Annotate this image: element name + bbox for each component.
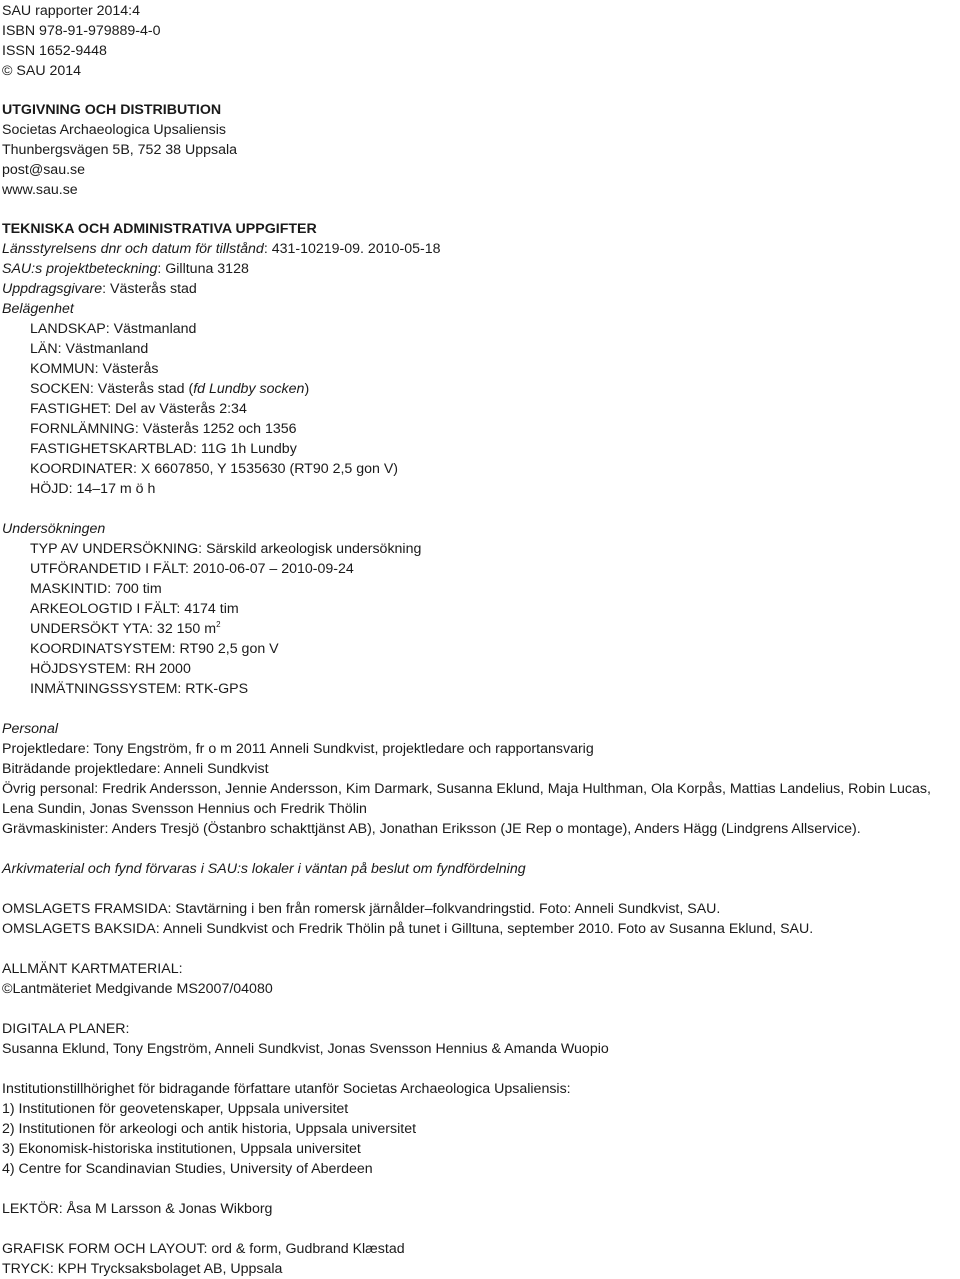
socken-prefix: SOCKEN: Västerås stad ( [30, 381, 194, 397]
project-value: : Gilltuna 3128 [157, 261, 249, 277]
lector: LEKTÖR: Åsa M Larsson & Jonas Wikborg [2, 1201, 273, 1217]
map-material-heading: ALLMÄNT KARTMATERIAL: [2, 961, 183, 977]
website-link[interactable]: www.sau.se [2, 182, 78, 198]
affiliation-item: 4) Centre for Scandinavian Studies, University of Aberdeen [2, 1161, 373, 1177]
location-lan: LÄN: Västmanland [30, 341, 149, 357]
map-material-value: ©Lantmäteriet Medgivande MS2007/04080 [2, 981, 273, 997]
area-superscript: 2 [216, 620, 221, 629]
series-number: SAU rapporter 2014:4 [2, 3, 141, 19]
back-cover-caption: OMSLAGETS BAKSIDA: Anneli Sundkvist och Fredrik Thölin på tunet i Gilltuna, september 2010. Foto av Susanna Eklund, SAU. [2, 921, 814, 937]
socken-suffix: ) [304, 381, 310, 397]
digital-plans-heading: DIGITALA PLANER: [2, 1021, 130, 1037]
print-credit: TRYCK: KPH Trycksaksbolaget AB, Uppsala [2, 1261, 283, 1277]
other-personnel: Övrig personal: Fredrik Andersson, Jennie Andersson, Kim Darmark, Susanna Eklund, Maja Hulthman, Ola Korpås, Mattias Landelius, Robin Lucas, Lena Sundin, Jonas Svensson Hennius och Fredrik Thölin [2, 781, 931, 817]
client-line [2, 279, 952, 299]
socken-italic: fd Lundby socken [193, 381, 305, 397]
personnel-heading: Personal [2, 721, 58, 737]
investigation-archaeologist-time: ARKEOLOGTID I FÄLT: 4174 tim [30, 601, 239, 617]
location-landskap: LANDSKAP: Västmanland [30, 321, 197, 337]
permit-value: : 431-10219-09. 2010-05-18 [263, 241, 441, 257]
front-cover-caption: OMSLAGETS FRAMSIDA: Stavtärning i ben från romersk järnålder–folkvandringstid. Foto: Anneli Sundkvist, SAU. [2, 901, 721, 917]
layout-credit: GRAFISK FORM OCH LAYOUT: ord & form, Gudbrand Klæstad [2, 1241, 405, 1257]
distribution-org: Societas Archaeologica Upsaliensis [2, 122, 226, 138]
investigation-heading: Undersökningen [2, 521, 106, 537]
investigation-height-system: HÖJDSYSTEM: RH 2000 [30, 661, 191, 677]
isbn: ISBN 978-91-979889-4-0 [2, 23, 161, 39]
distribution-address: Thunbergsvägen 5B, 752 38 Uppsala [2, 142, 238, 158]
archive-note: Arkivmaterial och fynd förvaras i SAU:s lokaler i väntan på beslut om fyndfördelning [2, 861, 526, 877]
client-label: Uppdragsgivare [2, 281, 103, 297]
project-leader: Projektledare: Tony Engström, fr o m 2011 Anneli Sundkvist, projektledare och rapportansvarig [2, 741, 594, 757]
investigation-coordinate-system: KOORDINATSYSTEM: RT90 2,5 gon V [30, 641, 279, 657]
area-value: UNDERSÖKT YTA: 32 150 m [30, 621, 217, 637]
location-kommun: KOMMUN: Västerås [30, 361, 159, 377]
location-fornlamning: FORNLÄMNING: Västerås 1252 och 1356 [30, 421, 297, 437]
investigation-area [2, 619, 952, 639]
location-fastighet: FASTIGHET: Del av Västerås 2:34 [30, 401, 247, 417]
location-koordinater: KOORDINATER: X 6607850, Y 1535630 (RT90 2,5 gon V) [30, 461, 399, 477]
excavator-operators: Grävmaskinister: Anders Tresjö (Östanbro schakttjänst AB), Jonathan Eriksson (JE Rep o montage), Anders Hägg (Lindgrens Allservice). [2, 821, 861, 837]
issn: ISSN 1652-9448 [2, 43, 107, 59]
copyright: © SAU 2014 [2, 63, 82, 79]
assistant-project-leader: Biträdande projektledare: Anneli Sundkvist [2, 761, 269, 777]
client-value: : Västerås stad [102, 281, 197, 297]
investigation-period: UTFÖRANDETID I FÄLT: 2010-06-07 – 2010-09-24 [30, 561, 354, 577]
digital-plans-value: Susanna Eklund, Tony Engström, Anneli Sundkvist, Jonas Svensson Hennius & Amanda Wuopio [2, 1041, 609, 1057]
technical-heading: TEKNISKA OCH ADMINISTRATIVA UPPGIFTER [2, 221, 317, 237]
affiliation-item: 1) Institutionen för geovetenskaper, Uppsala universitet [2, 1101, 349, 1117]
affiliation-item: 2) Institutionen för arkeologi och antik historia, Uppsala universitet [2, 1121, 417, 1137]
location-hojd: HÖJD: 14–17 m ö h [30, 481, 156, 497]
investigation-survey-system: INMÄTNINGSSYSTEM: RTK-GPS [30, 681, 249, 697]
location-kartblad: FASTIGHETSKARTBLAD: 11G 1h Lundby [30, 441, 297, 457]
project-label: SAU:s projektbeteckning [2, 261, 158, 277]
distribution-heading: UTGIVNING OCH DISTRIBUTION [2, 102, 222, 118]
email-link[interactable]: post@sau.se [2, 162, 86, 178]
affiliations-heading: Institutionstillhörighet för bidragande författare utanför Societas Archaeologica Upsaliensis: [2, 1081, 571, 1097]
project-line [2, 259, 952, 279]
investigation-machine-time: MASKINTID: 700 tim [30, 581, 162, 597]
investigation-type: TYP AV UNDERSÖKNING: Särskild arkeologisk undersökning [30, 541, 422, 557]
location-socken [2, 379, 952, 399]
colophon-page [2, 1, 952, 1279]
affiliation-item: 3) Ekonomisk-historiska institutionen, Uppsala universitet [2, 1141, 361, 1157]
location-heading: Belägenhet [2, 301, 74, 317]
permit-label: Länsstyrelsens dnr och datum för tillstånd [2, 241, 264, 257]
permit-line [2, 239, 952, 259]
